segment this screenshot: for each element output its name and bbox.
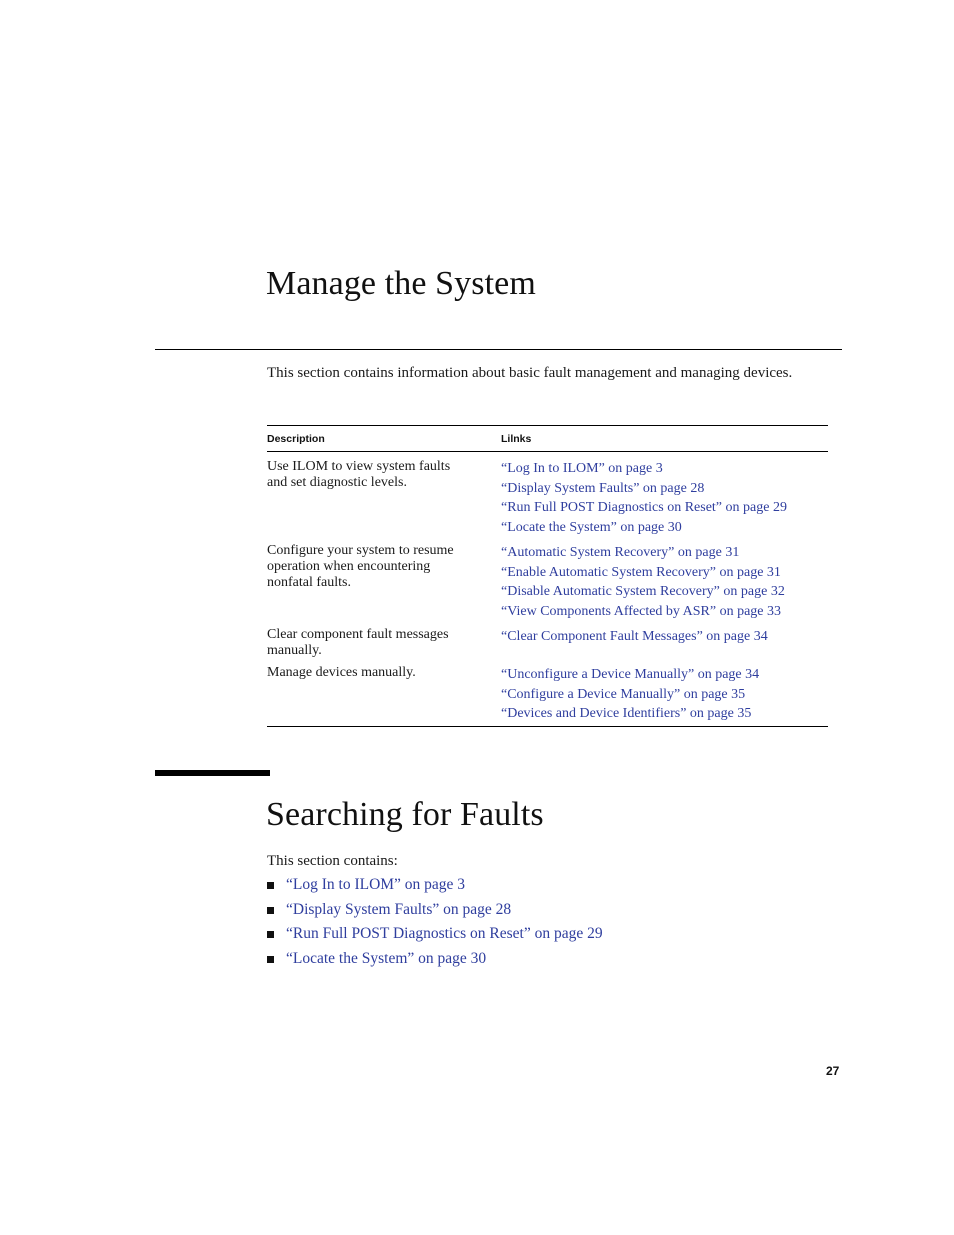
link-display-system-faults[interactable]: “Display System Faults” on page 28 xyxy=(501,480,705,496)
link-clear-component-fault-messages[interactable]: “Clear Component Fault Messages” on page 34 xyxy=(501,629,768,644)
bullet-icon xyxy=(267,956,274,963)
link-display-system-faults[interactable]: “Display System Faults” on page 28 xyxy=(286,900,512,918)
table-row xyxy=(267,452,828,538)
table-row xyxy=(267,537,828,621)
row-description: Use ILOM to view system faults and set diagnostic levels. xyxy=(267,459,451,490)
section-title-searching-for-faults: Searching for Faults xyxy=(266,796,544,833)
link-unconfigure-a-device-manually[interactable]: “Unconfigure a Device Manually” on page 34 xyxy=(501,667,760,682)
section-link-list xyxy=(267,875,603,973)
link-run-full-post-diagnostics[interactable]: “Run Full POST Diagnostics on Reset” on page 29 xyxy=(501,500,787,515)
link-log-in-to-ilom[interactable]: “Log In to ILOM” on page 3 xyxy=(286,876,466,893)
list-item xyxy=(267,900,603,925)
link-view-components-affected-by-asr[interactable]: “View Components Affected by ASR” on page 33 xyxy=(501,603,782,619)
column-header-description: Description xyxy=(267,433,325,445)
section-divider xyxy=(155,349,842,350)
bullet-icon xyxy=(267,931,274,938)
link-disable-automatic-system-recovery[interactable]: “Disable Automatic System Recovery” on page 32 xyxy=(501,584,785,599)
row-description: Clear component fault messages manually. xyxy=(267,627,449,658)
section-title-manage-system: Manage the System xyxy=(266,265,536,302)
section-intro: This section contains information about basic fault management and managing devices. xyxy=(267,365,793,381)
link-locate-the-system[interactable]: “Locate the System” on page 30 xyxy=(286,949,487,967)
list-item xyxy=(267,875,603,900)
section-intro: This section contains: xyxy=(267,853,398,869)
table-header-row xyxy=(267,426,828,452)
link-log-in-to-ilom[interactable]: “Log In to ILOM” on page 3 xyxy=(501,461,663,476)
link-configure-a-device-manually[interactable]: “Configure a Device Manually” on page 35 xyxy=(501,686,746,702)
bullet-icon xyxy=(267,907,274,914)
link-automatic-system-recovery[interactable]: “Automatic System Recovery” on page 31 xyxy=(501,545,740,560)
link-enable-automatic-system-recovery[interactable]: “Enable Automatic System Recovery” on page 31 xyxy=(501,564,781,580)
row-description: Manage devices manually. xyxy=(267,665,416,680)
page-number: 27 xyxy=(826,1064,840,1078)
column-header-links: Lilnks xyxy=(501,433,532,445)
list-item xyxy=(267,924,603,949)
link-run-full-post-diagnostics[interactable]: “Run Full POST Diagnostics on Reset” on page 29 xyxy=(286,925,603,942)
section-marker-bar xyxy=(155,770,270,776)
task-links-table xyxy=(267,425,828,727)
list-item xyxy=(267,949,603,974)
table-row xyxy=(267,621,828,659)
bullet-icon xyxy=(267,882,274,889)
link-locate-the-system[interactable]: “Locate the System” on page 30 xyxy=(501,519,682,535)
link-devices-and-device-identifiers[interactable]: “Devices and Device Identifiers” on page 35 xyxy=(501,706,752,721)
row-description: Configure your system to resume operation when encountering nonfatal faults. xyxy=(267,543,454,590)
table-row xyxy=(267,659,828,726)
